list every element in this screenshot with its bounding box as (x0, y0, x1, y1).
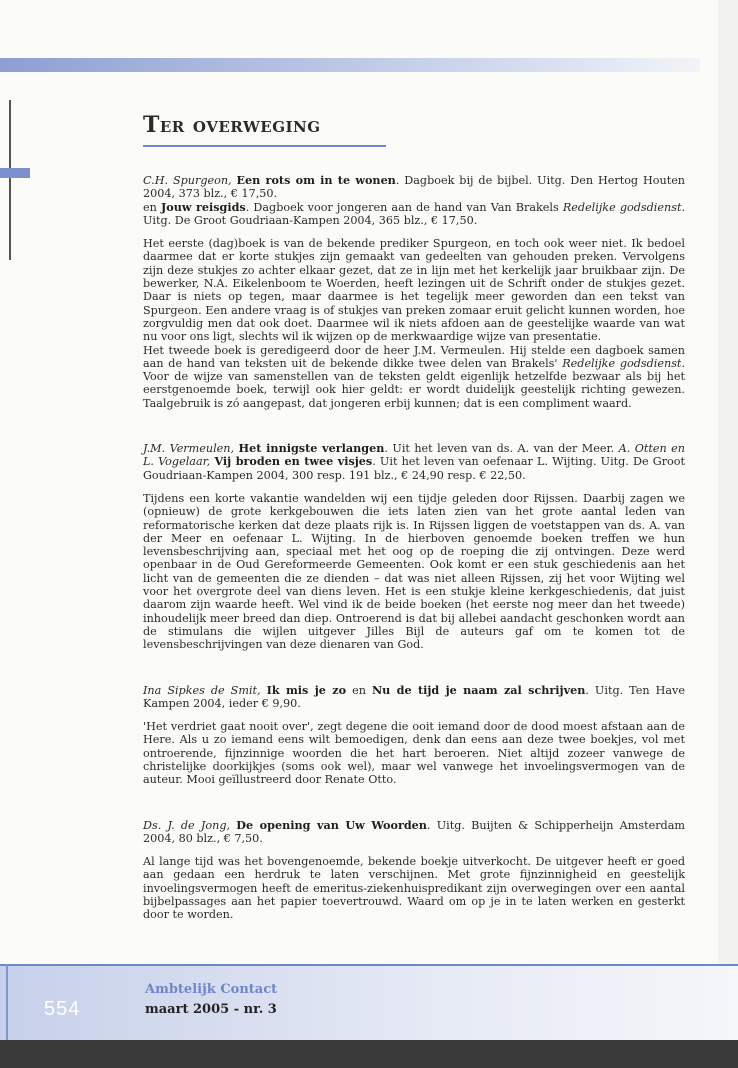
book-title: Het innigste verlangen (238, 441, 385, 456)
review-paragraph: Tijdens een korte vakantie wandelden wij een tijdje geleden door Rijssen. Daarbij zagen we (opnieuw) de grote kerkgebouwen die iets laten zien van het grote aantal leden van reformatorische kerken dat deze plaats rijk is. In Rijssen liggen de voetstappen van ds. A. van der Meer en oefenaar L. Wijting. In de hierboven genoemde boeken treffen we hun levensbeschrijving aan, speciaal met het oog op de roeping die zij ontvingen. Deze werd openbaar in de Oud Gereformeerde Gemeenten. Ook komt er een stuk geschiedenis aan het licht van de gemeenten die ze dienden – dat was niet alleen Rijssen, zij het voor Wijting wel voor het overgrote deel van diens leven. Het is een stukje kleine kerkgeschiedenis, dat juist daarom zijn waarde heeft. Wel vind ik de beide boeken (het eerste nog meer dan het tweede) inhoudelijk meer breed dan diep. Ontroerend is dat bij allebei aandacht geschonken wordt aan de stimulans die wijlen uitgever Jilles Bijl de auteurs gaf om te komen tot de levensbeschrijvingen van deze dienaren van God. (143, 491, 685, 652)
book-details: . Uitg. Buijten & Schipperheijn Amsterdam 2004, 80 blz., € 7,50. (143, 818, 685, 845)
page-edge (718, 0, 738, 1040)
book-title: Een rots om in te wonen (236, 173, 396, 187)
citation-prefix: en (143, 200, 161, 214)
page-number: 554 (44, 998, 81, 1020)
magazine-issue: maart 2005 - nr. 3 (145, 1002, 277, 1017)
review-4 (143, 819, 685, 922)
title-underline (143, 145, 386, 147)
citation (143, 442, 685, 482)
citation (143, 174, 685, 201)
author: A. Otten en L. Vogelaar, (143, 442, 686, 469)
author: C.H. Spurgeon, (143, 174, 232, 187)
citation (143, 819, 685, 846)
italic-title: Redelijke godsdienst (562, 356, 682, 370)
section-title: Ter overweging (143, 112, 321, 138)
author: Ds. J. de Jong, (143, 818, 231, 832)
italic-title: Redelijke godsdienst (562, 200, 682, 214)
book-details: . Dagboek bij de bijbel. Uitg. Den Hertog Houten 2004, 373 blz., € 17,50. (143, 174, 686, 201)
footer-rule (0, 964, 738, 966)
header-color-band (0, 58, 700, 72)
review-paragraph: 'Het verdriet gaat nooit over', zegt degene die ooit iemand door de dood moest afstaan aan de Here. Als u zo iemand eens wilt bemoedigen, denk dan eens aan deze twee boekjes, vol met ontroerende, fijnzinnige woorden die het hart beroeren. Niet altijd zozeer vanwege de christelijke doorkijkjes (soms ook wel), maar wel vanwege het invoelingsvermogen van de auteur. Mooi geïllustreerd door Renate Otto. (143, 720, 685, 787)
book-title: Nu de tijd je naam zal schrijven (371, 682, 586, 697)
review-2 (143, 442, 685, 651)
book-title: Ik mis je zo (266, 682, 347, 697)
paragraph-text: Het tweede boek is geredigeerd door de heer J.M. Vermeulen. Hij stelde een dagboek samen aan de hand van teksten uit de bekende dikke twee delen van Brakels' (143, 343, 685, 370)
paragraph-text: . Voor de wijze van samenstellen van de teksten geldt eigenlijk hetzelfde bezwaar als bij het eerstgenoemde boek, terwijl ook hier geldt: er wordt duidelijk geestelijk richting gewezen. Taalgebruik is zó aangepast, dat jongeren erbij kunnen; dat is een compliment waard. (143, 356, 685, 410)
review-paragraph: Al lange tijd was het bovengenoemde, bekende boekje uitverkocht. De uitgever heeft er goed aan gedaan een herdruk te laten verschijnen. Met grote fijnzinnigheid en geestelijk invoelingsvermogen heeft de emeritus-ziekenhuispredikant zijn overwegingen over een aantal bijbelpassages aan het papier toevertrouwd. Waard om op je in te laten werken en gesterkt door te worden. (143, 855, 685, 922)
book-details: . Dagboek voor jongeren aan de hand van Van Brakels (245, 200, 563, 214)
book-title: Jouw reisgids (160, 199, 246, 214)
citation (143, 201, 685, 228)
book-details: . Uit het leven van ds. A. van der Meer. (384, 442, 619, 456)
footer-margin-rule (6, 964, 8, 1040)
left-margin-rule (9, 100, 11, 260)
book-title: Vij broden en twee visjes (214, 454, 373, 469)
review-1 (143, 174, 685, 410)
citation (143, 684, 685, 711)
magazine-title: Ambtelijk Contact (145, 982, 278, 997)
book-details: . Uitg. Ten Have Kampen 2004, ieder € 9,90. (143, 683, 685, 710)
book-details: . Uit het leven van oefenaar L. Wijting. Uitg. De Groot Goudriaan-Kampen 2004, 300 resp. 191 blz., € 24,90 resp. € 22,50. (143, 455, 686, 482)
citation-connector: en (346, 683, 372, 697)
book-title: De opening van Uw Woorden (236, 817, 427, 832)
review-3 (143, 684, 685, 787)
left-margin-tab (0, 168, 30, 178)
author: J.M. Vermeulen, (143, 442, 235, 456)
article-body (143, 174, 685, 931)
review-paragraph: Het eerste (dag)boek is van de bekende prediker Spurgeon, en toch ook weer niet. Ik bedoel daarmee dat er korte stukjes zijn gemaakt van gedeelten van gehouden preken. Vervolgens zijn deze stukjes zo achter elkaar gezet, dat ze in lijn met het kerkelijk jaar bruikbaar zijn. De bewerker, N.A. Eikelenboom te Woerden, heeft lezingen uit de Schrift onder de stukjes gezet. Daar is niets op tegen, maar daarmee is het tegelijk meer geworden dan een tekst van Spurgeon. Een andere vraag is of stukjes van preken zomaar eruit gelicht kunnen worden, hoe zorgvuldig men dat ook doet. Daarmee wil ik niets afdoen aan de geestelijke waarde van wat nu voor ons ligt, slechts wil ik wijzen op de merkwaardige wijze van presentatie. (143, 237, 685, 344)
author: Ina Sipkes de Smit, (143, 683, 261, 697)
review-paragraph (143, 344, 685, 410)
book-details-end: . Uitg. De Groot Goudriaan-Kampen 2004, 365 blz., € 17,50. (143, 200, 686, 227)
